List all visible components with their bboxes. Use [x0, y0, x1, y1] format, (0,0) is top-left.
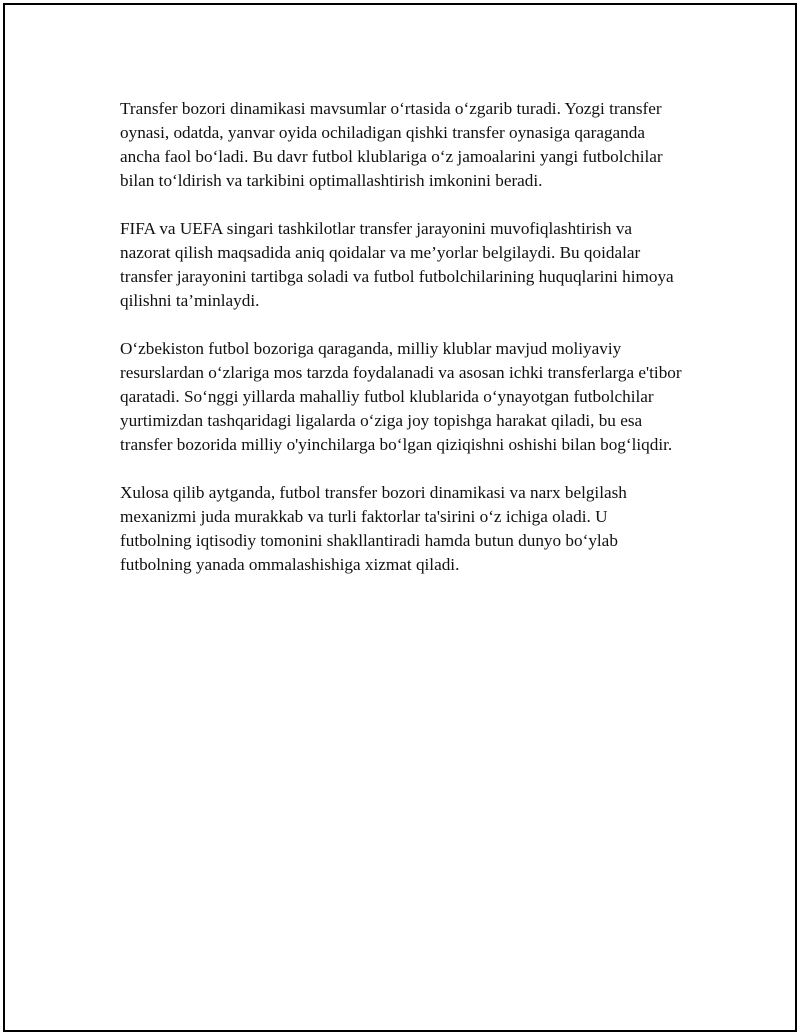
document-body	[120, 97, 682, 601]
paragraph-uzbekistan-market: O‘zbekiston futbol bozoriga qaraganda, milliy klublar mavjud moliyaviy resurslardan o‘zlariga mos tarzda foydalanadi va asosan ichki transferlarga e'tibor qaratadi. So‘nggi yillarda mahalliy futbol klublarida o‘ynayotgan futbolchilar yurtimizdan tashqaridagi ligalarda o‘ziga joy topishga harakat qiladi, bu esa transfer bozorida milliy o'yinchilarga bo‘lgan qiziqishni oshishi bilan bog‘liqdir.	[120, 339, 682, 454]
page-frame	[3, 3, 797, 1032]
paragraph-transfer-dynamics: Transfer bozori dinamikasi mavsumlar o‘rtasida o‘zgarib turadi. Yozgi transfer oynasi, odatda, yanvar oyida ochiladigan qishki transfer oynasiga qaraganda ancha faol bo‘ladi. Bu davr futbol klublariga o‘z jamoalarini yangi futbolchilar bilan to‘ldirish va tarkibini optimallashtirish imkonini beradi.	[120, 99, 663, 190]
paragraph-conclusion: Xulosa qilib aytganda, futbol transfer bozori dinamikasi va narx belgilash mexanizmi juda murakkab va turli faktorlar ta'sirini o‘z ichiga oladi. U futbolning iqtisodiy tomonini shakllantiradi hamda butun dunyo bo‘ylab futbolning yanada ommalashishiga xizmat qiladi.	[120, 483, 627, 574]
paragraph-fifa-uefa-rules: FIFA va UEFA singari tashkilotlar transfer jarayonini muvofiqlashtirish va nazorat qilish maqsadida aniq qoidalar va me’yorlar belgilaydi. Bu qoidalar transfer jarayonini tartibga soladi va futbol futbolchilarining huquqlarini himoya qilishni ta’minlaydi.	[120, 219, 674, 310]
